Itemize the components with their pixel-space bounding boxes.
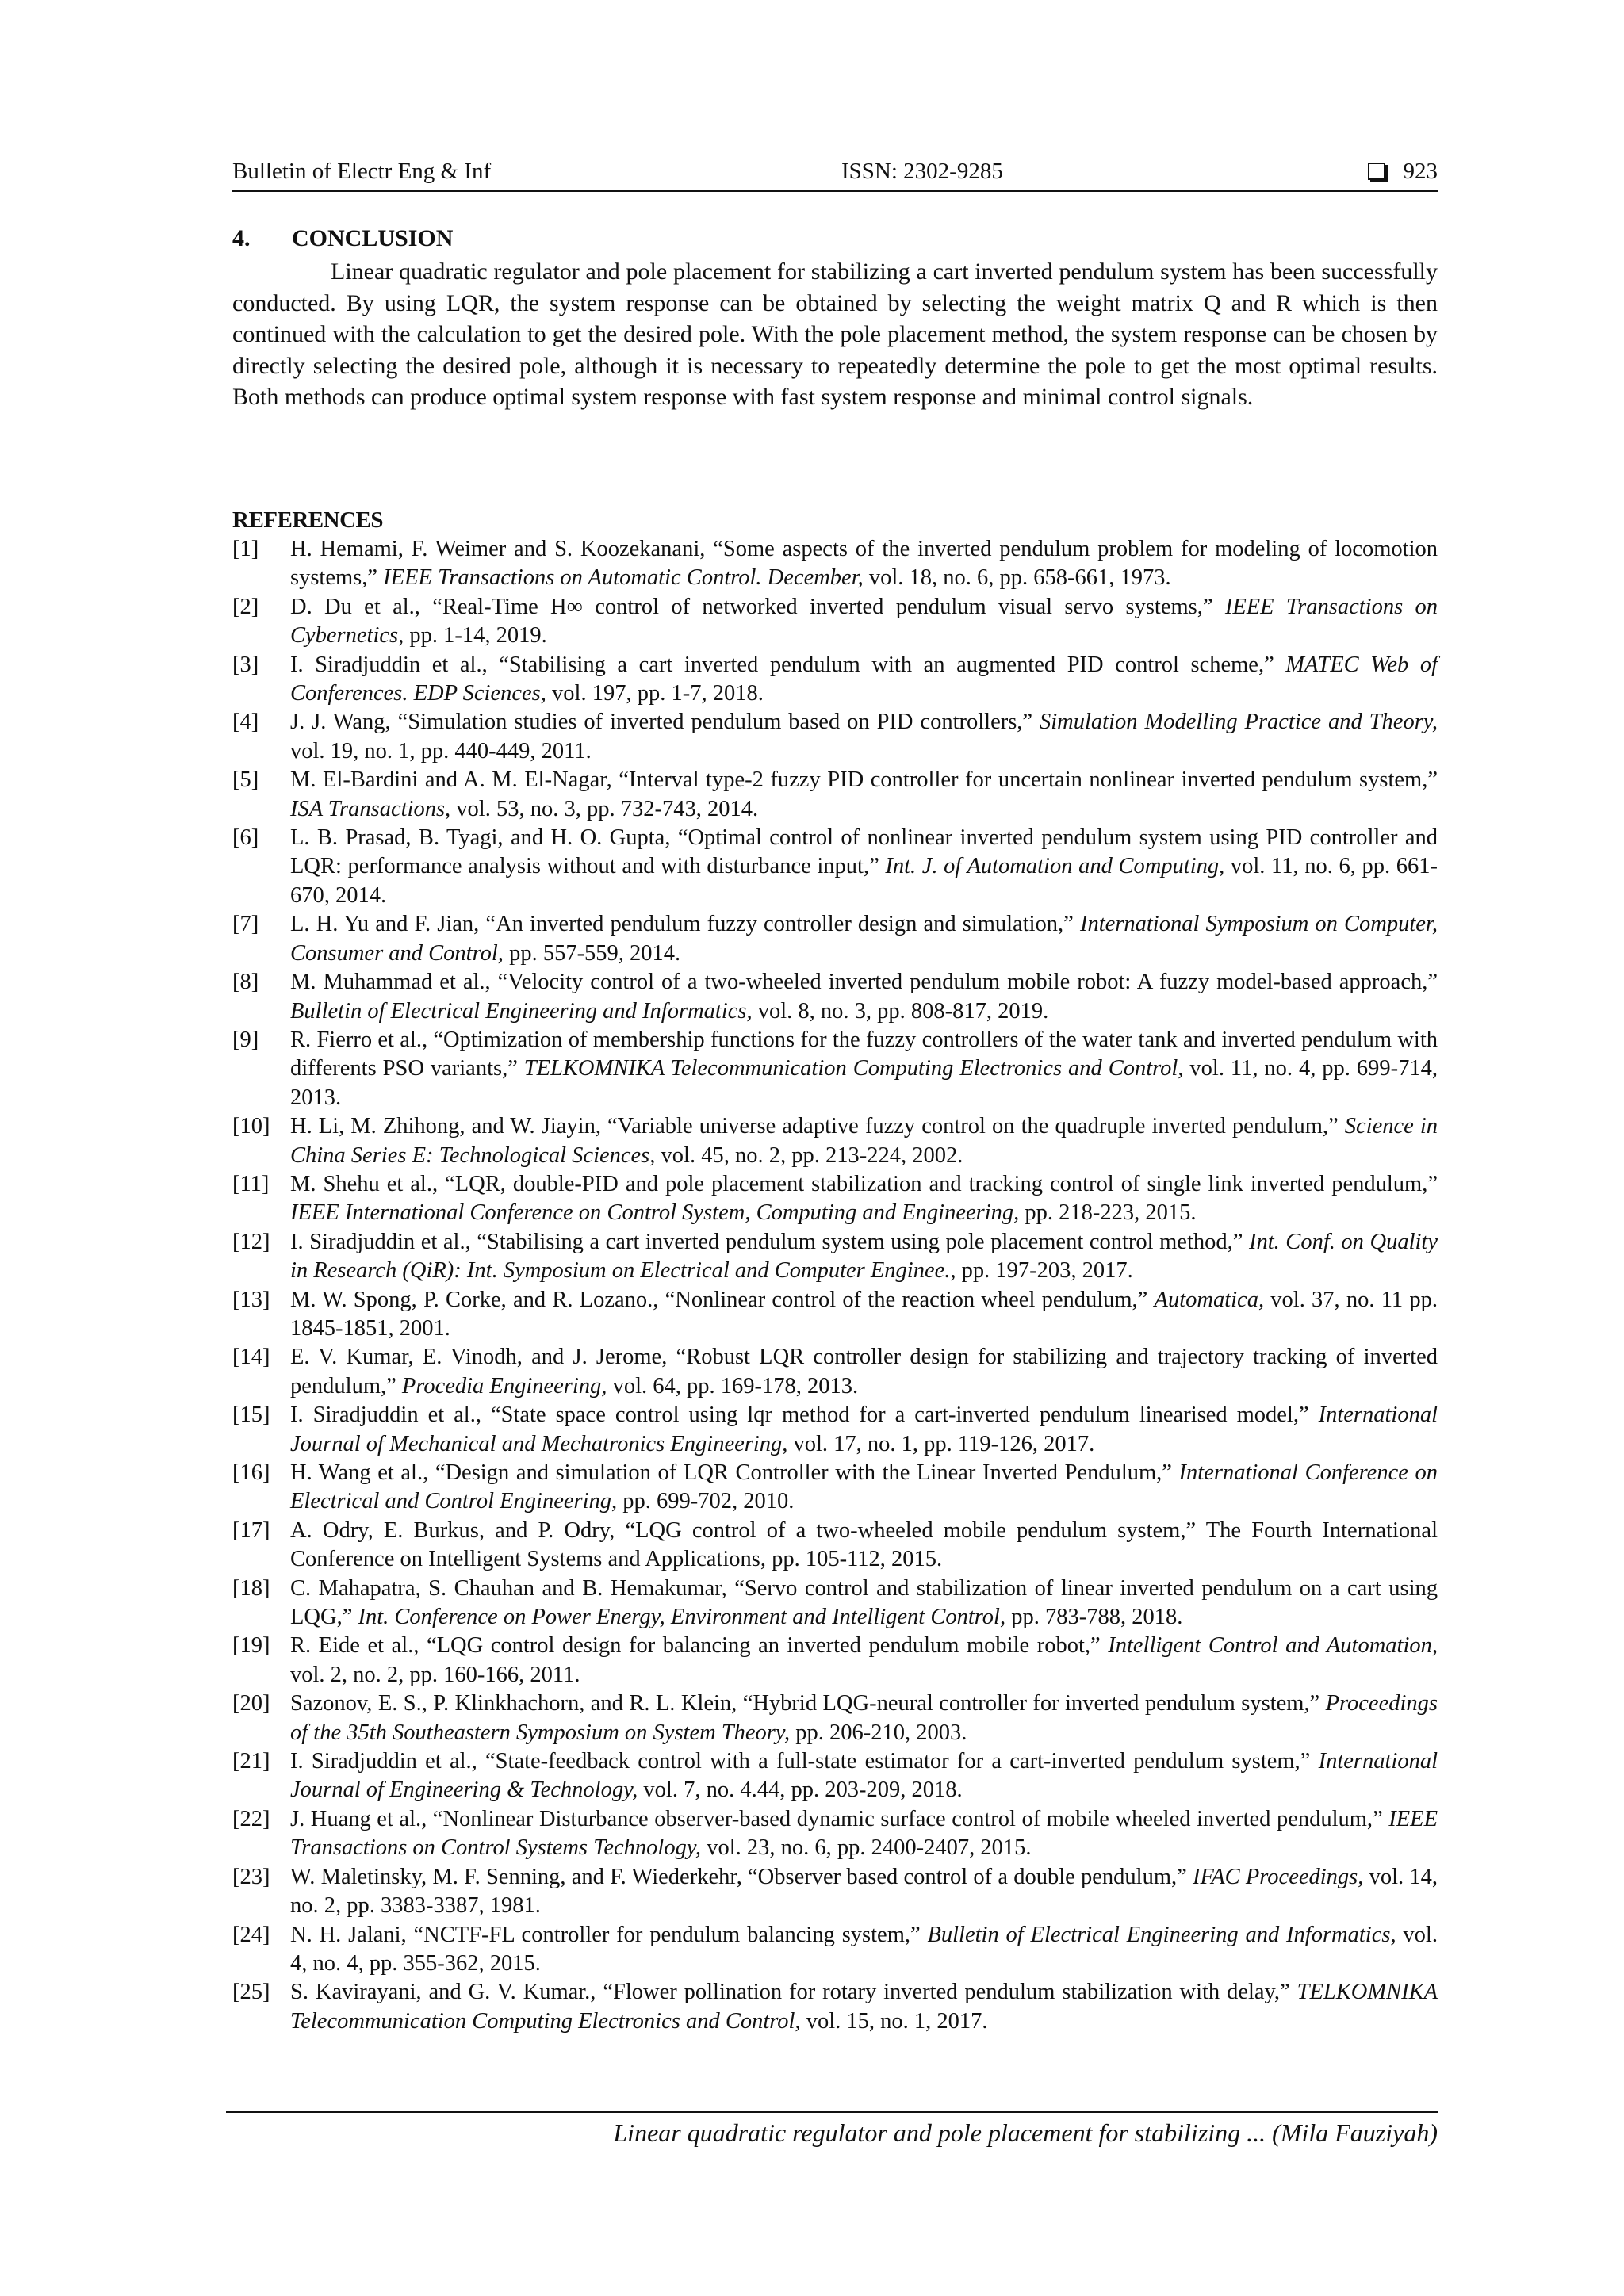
section-number: 4. xyxy=(232,225,251,251)
reference-text: Sazonov, E. S., P. Klinkhachorn, and R. L. Klein, “Hybrid LQG-neural controller for inverted pendulum system,” xyxy=(290,1691,1326,1716)
reference-list xyxy=(232,535,1438,2036)
reference-item xyxy=(232,1459,1438,1517)
reference-number: [6] xyxy=(232,825,259,851)
reference-item xyxy=(232,593,1438,651)
reference-item xyxy=(232,1747,1438,1805)
reference-venue: Bulletin of Electrical Engineering and Informatics, xyxy=(290,998,753,1024)
reference-number: [12] xyxy=(232,1229,270,1254)
reference-text: I. Siradjuddin et al., “State space control using lqr method for a cart-inverted pendulum linearised model,” xyxy=(290,1402,1319,1428)
reference-venue: IEEE Transactions on Cybernetics, xyxy=(290,594,1438,649)
references-heading: REFERENCES xyxy=(232,507,383,533)
reference-details: vol. 11, no. 4, pp. 699-714, 2013. xyxy=(290,1056,1438,1110)
footer-rule xyxy=(226,2111,1438,2113)
reference-details: pp. 197-203, 2017. xyxy=(956,1258,1133,1284)
reference-item xyxy=(232,968,1438,1026)
reference-text: R. Eide et al., “LQG control design for balancing an inverted pendulum mobile robot,” xyxy=(290,1633,1109,1659)
reference-text: L. H. Yu and F. Jian, “An inverted pendulum fuzzy controller design and simulation,” xyxy=(290,912,1080,937)
reference-number: [2] xyxy=(232,594,259,619)
reference-venue: TELKOMNIKA Telecommunication Computing Electronics and Control, xyxy=(290,1980,1438,2034)
reference-number: [11] xyxy=(232,1171,270,1196)
checkbox-square-icon xyxy=(1368,163,1385,180)
reference-venue: International Symposium on Computer, Consumer and Control, xyxy=(290,912,1438,966)
reference-item xyxy=(232,824,1438,910)
reference-details: vol. 18, no. 6, pp. 658-661, 1973. xyxy=(863,565,1171,591)
reference-item xyxy=(232,1863,1438,1921)
reference-number: [10] xyxy=(232,1114,270,1139)
reference-details: vol. 45, no. 2, pp. 213-224, 2002. xyxy=(655,1142,963,1168)
reference-venue: IFAC Proceedings, xyxy=(1193,1864,1364,1889)
issn: ISSN: 2302-9285 xyxy=(841,159,1003,184)
conclusion-paragraph: Linear quadratic regulator and pole placement for stabilizing a cart inverted pendulum system has been successfully conducted. By using LQR, the system response can be obtained by selecting the weight matrix Q and R which is then continued with the calculation to get the desired pole. With the pole placement method, the system response can be chosen by directly selecting the desired pole, although it is necessary to repeatedly determine the pole to get the most optimal results. Both methods can produce optimal system response with fast system response and minimal control signals. xyxy=(232,258,1438,410)
reference-text: E. V. Kumar, E. Vinodh, and J. Jerome, “Robust LQR controller design for stabilizing and trajectory tracking of inverted pendulum,” xyxy=(290,1345,1438,1399)
reference-details: vol. 197, pp. 1-7, 2018. xyxy=(546,681,764,706)
reference-text: C. Mahapatra, S. Chauhan and B. Hemakumar, “Servo control and stabilization of linear inverted pendulum on a cart using LQG,” xyxy=(290,1575,1438,1630)
reference-venue: TELKOMNIKA Telecommunication Computing Electronics and Control, xyxy=(523,1056,1184,1081)
reference-venue: Proceedings of the 35th Southeastern Symposium on System Theory, xyxy=(290,1691,1438,1745)
reference-details: pp. 699-702, 2010. xyxy=(617,1489,795,1514)
reference-details: vol. 37, no. 11 pp. 1845-1851, 2001. xyxy=(290,1287,1438,1341)
reference-item xyxy=(232,1343,1438,1401)
reference-text: I. Siradjuddin et al., “State-feedback control with a full-state estimator for a cart-inverted pendulum system,” xyxy=(290,1749,1319,1774)
reference-number: [5] xyxy=(232,767,259,793)
reference-text: D. Du et al., “Real-Time H∞ control of networked inverted pendulum visual servo systems,” xyxy=(290,594,1225,619)
header-rule xyxy=(232,190,1438,192)
reference-details: vol. 8, no. 3, pp. 808-817, 2019. xyxy=(752,998,1049,1024)
section-heading-conclusion xyxy=(232,223,453,254)
reference-item xyxy=(232,651,1438,709)
reference-item xyxy=(232,1112,1438,1170)
reference-venue: Int. Conference on Power Energy, Environment and Intelligent Control, xyxy=(358,1605,1006,1630)
reference-number: [20] xyxy=(232,1691,270,1716)
reference-details: vol. 4, no. 4, pp. 355-362, 2015. xyxy=(290,1922,1438,1976)
reference-venue: Procedia Engineering, xyxy=(401,1373,607,1399)
reference-details: vol. 23, no. 6, pp. 2400-2407, 2015. xyxy=(701,1835,1032,1861)
reference-text: M. W. Spong, P. Corke, and R. Lozano., “Nonlinear control of the reaction wheel pendulum,” xyxy=(290,1287,1155,1312)
reference-number: [17] xyxy=(232,1517,270,1543)
reference-details: pp. 206-210, 2003. xyxy=(790,1720,967,1745)
reference-venue: International Conference on Electrical and Control Engineering, xyxy=(290,1460,1438,1514)
reference-number: [22] xyxy=(232,1806,270,1831)
reference-text: M. Shehu et al., “LQR, double-PID and pole placement stabilization and tracking control of single link inverted pendulum,” xyxy=(290,1171,1438,1196)
reference-number: [9] xyxy=(232,1027,259,1052)
reference-item xyxy=(232,910,1438,968)
reference-venue: Bulletin of Electrical Engineering and Informatics, xyxy=(927,1922,1396,1947)
reference-item xyxy=(232,1689,1438,1747)
reference-venue: ISA Transactions, xyxy=(290,796,451,821)
reference-item xyxy=(232,1228,1438,1286)
reference-text: N. H. Jalani, “NCTF-FL controller for pendulum balancing system,” xyxy=(290,1922,928,1947)
reference-number: [16] xyxy=(232,1460,270,1485)
reference-item xyxy=(232,1026,1438,1112)
reference-number: [8] xyxy=(232,970,259,995)
reference-item xyxy=(232,1286,1438,1344)
reference-number: [13] xyxy=(232,1287,270,1312)
reference-number: [1] xyxy=(232,537,259,561)
reference-venue: IEEE Transactions on Control Systems Technology, xyxy=(290,1806,1438,1861)
page-number: 923 xyxy=(1403,159,1438,184)
reference-venue: Intelligent Control and Automation, xyxy=(1108,1633,1438,1659)
reference-number: [4] xyxy=(232,710,259,735)
reference-item xyxy=(232,1401,1438,1459)
running-title: Linear quadratic regulator and pole placement for stabilizing ... (Mila Fauziyah) xyxy=(613,2118,1438,2147)
reference-text: W. Maletinsky, M. F. Senning, and F. Wiederkehr, “Observer based control of a double pendulum,” xyxy=(290,1864,1193,1889)
reference-text: H. Hemami, F. Weimer and S. Koozekanani, “Some aspects of the inverted pendulum problem for modeling of locomotion systems,” xyxy=(290,537,1438,591)
reference-item xyxy=(232,1805,1438,1863)
reference-text: S. Kavirayani, and G. V. Kumar., “Flower pollination for rotary inverted pendulum stabilization with delay,” xyxy=(290,1980,1297,2005)
reference-details: vol. 17, no. 1, pp. 119-126, 2017. xyxy=(787,1431,1095,1456)
reference-text: M. Muhammad et al., “Velocity control of a two-wheeled inverted pendulum mobile robot: A fuzzy model-based approach,” xyxy=(290,970,1438,995)
reference-text: I. Siradjuddin et al., “Stabilising a cart inverted pendulum system using pole placement control method,” xyxy=(290,1229,1249,1254)
reference-item xyxy=(232,535,1438,593)
reference-item xyxy=(232,1170,1438,1228)
reference-item xyxy=(232,1632,1438,1689)
reference-item xyxy=(232,1978,1438,2036)
reference-details: vol. 11, no. 6, pp. 661-670, 2014. xyxy=(290,854,1438,908)
reference-details: vol. 14, no. 2, pp. 3383-3387, 1981. xyxy=(290,1864,1438,1919)
reference-item xyxy=(232,1921,1438,1979)
reference-venue: Automatica, xyxy=(1154,1287,1265,1312)
reference-number: [14] xyxy=(232,1345,270,1370)
reference-text: J. Huang et al., “Nonlinear Disturbance observer-based dynamic surface control of mobile wheeled inverted pendulum,” xyxy=(290,1806,1389,1831)
reference-number: [3] xyxy=(232,652,259,677)
reference-text: I. Siradjuddin et al., “Stabilising a cart inverted pendulum with an augmented PID control scheme,” xyxy=(290,652,1286,677)
reference-number: [19] xyxy=(232,1633,270,1659)
reference-item xyxy=(232,1575,1438,1632)
reference-item xyxy=(232,766,1438,824)
reference-text: L. B. Prasad, B. Tyagi, and H. O. Gupta, “Optimal control of nonlinear inverted pendulum system using PID controller and LQR: performance analysis without and with disturbance input,” xyxy=(290,825,1438,879)
reference-text: R. Fierro et al., “Optimization of membership functions for the fuzzy controllers of the water tank and inverted pendulum with differents PSO variants,” xyxy=(290,1027,1438,1081)
reference-venue: Science in China Series E: Technological Sciences, xyxy=(290,1114,1438,1168)
reference-number: [25] xyxy=(232,1980,270,2005)
reference-venue: Simulation Modelling Practice and Theory, xyxy=(1040,710,1438,735)
reference-details: pp. 557-559, 2014. xyxy=(503,940,681,966)
reference-item xyxy=(232,1517,1438,1575)
reference-details: pp. 783-788, 2018. xyxy=(1005,1605,1183,1630)
reference-text: M. El-Bardini and A. M. El-Nagar, “Interval type-2 fuzzy PID controller for uncertain nonlinear inverted pendulum system,” xyxy=(290,767,1438,793)
reference-venue: IEEE Transactions on Automatic Control. December, xyxy=(383,565,864,591)
reference-details: pp. 1-14, 2019. xyxy=(404,623,547,649)
reference-venue: International Journal of Engineering & Technology, xyxy=(290,1749,1438,1803)
section-title: CONCLUSION xyxy=(292,225,454,251)
reference-number: [21] xyxy=(232,1749,270,1774)
reference-venue: MATEC Web of Conferences. EDP Sciences, xyxy=(290,652,1438,706)
journal-name: Bulletin of Electr Eng & Inf xyxy=(232,159,492,184)
reference-venue: Int. Conf. on Quality in Research (QiR): Int. Symposium on Electrical and Computer Enginee., xyxy=(290,1229,1438,1284)
reference-item xyxy=(232,708,1438,766)
reference-text: J. J. Wang, “Simulation studies of inverted pendulum based on PID controllers,” xyxy=(290,710,1040,735)
reference-number: [18] xyxy=(232,1575,270,1601)
reference-number: [7] xyxy=(232,912,259,937)
reference-text: H. Li, M. Zhihong, and W. Jiayin, “Variable universe adaptive fuzzy control on the quadruple inverted pendulum,” xyxy=(290,1114,1345,1139)
page-header xyxy=(232,155,1438,190)
reference-venue: International Journal of Mechanical and Mechatronics Engineering, xyxy=(290,1402,1438,1456)
reference-details: vol. 15, no. 1, 2017. xyxy=(800,2008,988,2034)
reference-venue: IEEE International Conference on Control System, Computing and Engineering, xyxy=(290,1200,1020,1226)
reference-details: vol. 19, no. 1, pp. 440-449, 2011. xyxy=(290,738,592,763)
reference-text: A. Odry, E. Burkus, and P. Odry, “LQG control of a two-wheeled mobile pendulum system,” The Fourth International Conference on Intelligent Systems and Applications, pp. 105-112, 2015. xyxy=(290,1517,1438,1572)
reference-details: vol. 53, no. 3, pp. 732-743, 2014. xyxy=(450,796,759,821)
reference-text: H. Wang et al., “Design and simulation of LQR Controller with the Linear Inverted Pendulum,” xyxy=(290,1460,1179,1485)
reference-details: vol. 64, pp. 169-178, 2013. xyxy=(607,1373,859,1399)
reference-details: vol. 2, no. 2, pp. 160-166, 2011. xyxy=(290,1662,580,1687)
reference-number: [15] xyxy=(232,1402,270,1428)
reference-details: pp. 218-223, 2015. xyxy=(1019,1200,1197,1226)
reference-details: vol. 7, no. 4.44, pp. 203-209, 2018. xyxy=(638,1777,963,1803)
reference-venue: Int. J. of Automation and Computing, xyxy=(885,854,1225,879)
reference-number: [24] xyxy=(232,1922,270,1947)
reference-number: [23] xyxy=(232,1864,270,1889)
